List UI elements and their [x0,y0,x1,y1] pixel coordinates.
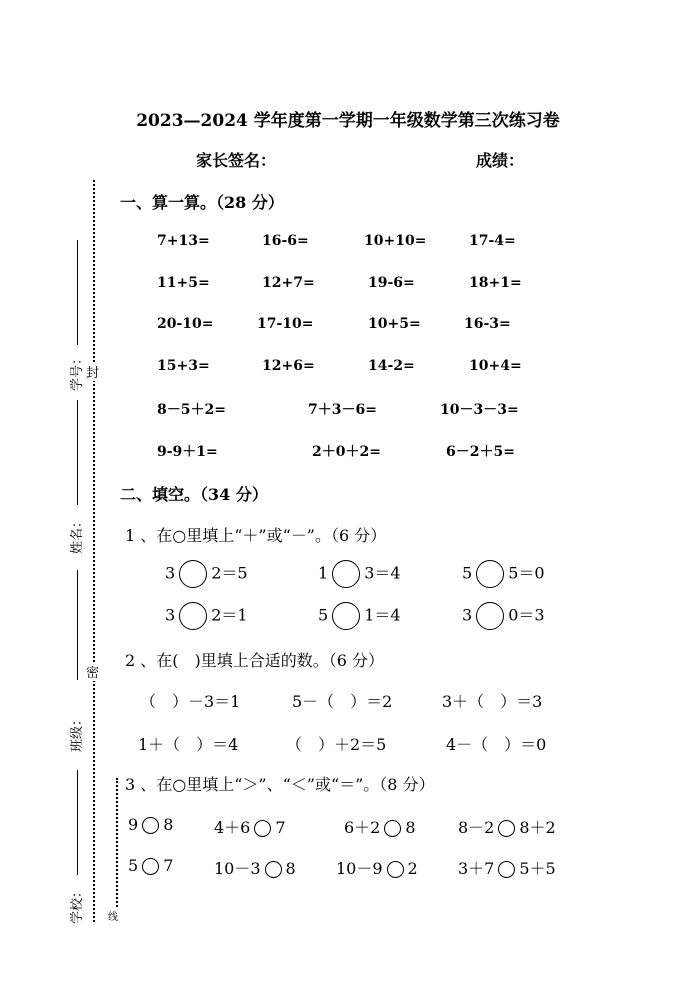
problem: 16-3= [464,316,511,332]
compare-circle[interactable] [498,820,515,837]
problem: 18+1= [469,275,522,291]
page-title: 2023—2024 学年度第一学期一年级数学第三次练习卷 [136,111,560,131]
operand: 1 [318,563,329,583]
answer-circle[interactable] [476,560,504,588]
q1-item [462,602,545,630]
answer-circle[interactable] [179,560,207,588]
compare-circle[interactable] [142,817,159,834]
line-label: 线 [108,908,118,923]
q3-item [214,815,286,838]
operand: 3 [165,563,176,583]
answer-circle[interactable] [476,602,504,630]
operand: 9 [128,815,139,834]
q3-item [128,856,173,875]
q3-item [214,856,296,879]
operand: 3 [165,605,176,625]
operand: 5＋5 [519,859,556,878]
operand: 10－9 [336,859,383,878]
q1-item [318,560,401,588]
operand: 8 [405,818,416,837]
q2-item[interactable]: 3＋（ ）＝3 [442,692,543,711]
compare-circle[interactable] [384,820,401,837]
q1-item [318,602,401,630]
operand: 5＝0 [508,563,545,583]
q2-item[interactable]: （ ）＋2＝5 [286,735,387,754]
problem: 14-2= [368,358,415,374]
class-label: 班级： [70,712,86,753]
compare-circle[interactable] [387,861,404,878]
dotted-cut-line [93,180,95,922]
operand: 3 [462,605,473,625]
q3-item [128,815,173,834]
answer-circle[interactable] [179,602,207,630]
q1-item [462,560,545,588]
q2-item[interactable]: 1＋（ ）＝4 [138,735,239,754]
operand: 7 [275,818,286,837]
student-no-blank [77,240,78,345]
q3-item [458,856,556,879]
problem: 10+4= [469,358,522,374]
compare-circle[interactable] [254,820,271,837]
class-blank [77,570,78,680]
operand: 1＝4 [364,605,401,625]
operand: 7 [163,856,174,875]
school-label: 学校： [70,884,86,925]
problem: 10+10= [364,233,427,249]
dotted-cut-line-inner [116,778,118,923]
operand: 10－3 [214,859,261,878]
problem: 2＋0＋2= [312,444,381,460]
q3-item [344,815,416,838]
operand: 2 [407,859,418,878]
problem: 10+5= [368,316,421,332]
problem: 7+13= [157,233,210,249]
q2-item[interactable]: 4－（ ）＝0 [446,735,547,754]
seal-label: 封 [86,362,99,381]
operand: 3＝4 [364,563,401,583]
compare-circle[interactable] [265,861,282,878]
section2-heading: 二、填空。（34 分） [120,485,268,504]
problem: 10－3－3= [440,402,519,418]
q2-item[interactable]: 5－（ ）＝2 [292,692,393,711]
problem: 17-10= [257,316,314,332]
operand: 3＋7 [458,859,495,878]
operand: 5 [462,563,473,583]
q1-item [165,560,248,588]
problem: 9-9＋1= [157,444,218,460]
operand: 2＝5 [211,563,248,583]
problem: 12+6= [262,358,315,374]
problem: 12+7= [262,275,315,291]
school-blank [77,770,78,875]
problem: 6－2＋5= [446,444,515,460]
operand: 8 [163,815,174,834]
operand: 6＋2 [344,818,381,837]
problem: 19-6= [368,275,415,291]
problem: 11+5= [157,275,210,291]
q3-item [336,856,418,879]
q3-item [458,815,556,838]
operand: 2＝1 [211,605,248,625]
q1-item [165,602,248,630]
problem: 8－5＋2= [157,402,226,418]
answer-circle[interactable] [332,560,360,588]
problem: 7＋3－6= [308,402,377,418]
operand: 4＋6 [214,818,251,837]
compare-circle[interactable] [498,861,515,878]
problem: 15+3= [157,358,210,374]
secret-label: 密 [86,662,99,681]
answer-circle[interactable] [332,602,360,630]
section1-heading: 一、算一算。（28 分） [120,193,284,212]
operand: 5 [128,856,139,875]
name-label: 姓名： [70,514,86,555]
parent-signature-label: 家长签名： [196,151,277,170]
name-blank [77,400,78,505]
score-label: 成绩： [476,151,525,170]
operand: 8－2 [458,818,495,837]
operand: 5 [318,605,329,625]
q2-prompt: 2 、在( )里填上合适的数。（6 分） [125,651,385,670]
q2-item[interactable]: （ ）－3＝1 [140,692,241,711]
operand: 0＝3 [508,605,545,625]
student-no-label: 学号： [70,351,86,392]
problem: 16-6= [262,233,309,249]
q3-prompt: 3 、在○里填上“＞”、“＜”或“＝”。（8 分） [125,775,435,794]
q1-prompt: 1 、在○里填上“＋”或“－”。（6 分） [125,526,387,545]
operand: 8 [285,859,296,878]
problem: 17-4= [469,233,516,249]
compare-circle[interactable] [142,858,159,875]
problem: 20-10= [157,316,214,332]
operand: 8＋2 [519,818,556,837]
